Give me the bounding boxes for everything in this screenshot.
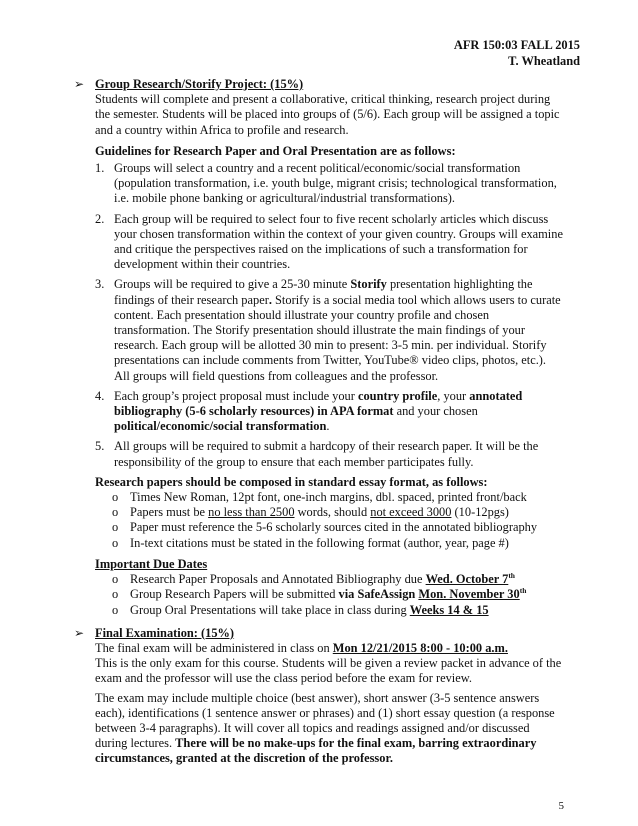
due-dates-list — [112, 572, 563, 618]
list-item: o Paper must reference the 5-6 scholarly sources cited in the annotated bibliography — [112, 520, 538, 535]
list-item: o Papers must be no less than 2500 words, should not exceed 3000 (10-12pgs) — [112, 505, 509, 520]
list-item: 3. Groups will be required to give a 25-30 minute Storify presentation highlighting the findings of their research paper. Storify is a social media tool which allows users to curate content. Each presentation should illustrate your country profile and chosen transformation. The Storify presentation should illustrate the main findings of your research. Each group will be allotted 30 min to present: 3-5 min. per individual. Storify presentations can include comments from Twitter, YouTube® video clips, photos, etc.). All groups will field questions from colleagues and the professor. — [95, 277, 561, 383]
course-code: AFR 150:03 FALL 2015 — [453, 38, 580, 52]
format-list — [112, 490, 563, 551]
page-number: 5 — [558, 800, 564, 812]
list-item: o Research Paper Proposals and Annotated Bibliography due Wed. October 7th — [112, 571, 515, 587]
final-exam-paragraph: This is the only exam for this course. Students will be given a review packet in advance of the exam and the professor will use the class period before the exam for review. — [95, 656, 562, 686]
arrow-bullet-icon: ➢ — [74, 77, 85, 91]
final-exam-section — [74, 625, 563, 767]
list-item: o In-text citations must be stated in the following format (author, year, page #) — [112, 535, 509, 550]
list-item: o Times New Roman, 12pt font, one-inch margins, dbl. spaced, printed front/back — [112, 490, 527, 505]
arrow-bullet-icon: ➢ — [74, 625, 85, 640]
guidelines-list — [95, 161, 563, 470]
list-item: 1. Groups will select a country and a recent political/economic/social transformation (population transformation, i.e. youth bulge, migrant crisis; technological transformation, i.e. mobile phone banking or agricultural/industrial transformations). — [95, 161, 557, 206]
final-exam-paragraph: The final exam will be administered in class on Mon 12/21/2015 8:00 - 10:00 a.m. — [95, 640, 508, 655]
final-exam-details: The exam may include multiple choice (best answer), short answer (3-5 sentence answers each), identifications (1 sentence answer or phrases) and (1) short essay question (a response between 3-4 paragraphs). It will cover all topics and readings assigned and/or discussed during lectures. There will be no make-ups for the final exam, barring extraordinary circumstances, granted at the discretion of the professor. — [95, 690, 555, 766]
format-heading: Research papers should be composed in standard essay format, as follows: — [95, 474, 488, 489]
list-item: o Group Research Papers will be submitted via SafeAssign Mon. November 30th — [112, 586, 527, 602]
instructor-name: T. Wheatland — [508, 53, 580, 68]
page-header — [454, 38, 580, 69]
main-content — [74, 77, 563, 767]
list-item: 4. Each group’s project proposal must include your country profile, your annotated bibliography (5-6 scholarly resources) in APA format and your chosen political/economic/social transformation. — [95, 388, 523, 434]
group-project-intro: Students will complete and present a collaborative, critical thinking, research project during the semester. Students will be placed into groups of (5/6). Each group will be assigned a topic and a country within Africa to profile and research. — [95, 92, 560, 137]
guidelines-heading: Guidelines for Research Paper and Oral Presentation are as follows: — [95, 143, 456, 158]
group-project-heading: Group Research/Storify Project: (15%) — [95, 77, 304, 91]
group-project-section — [74, 77, 563, 618]
list-item: o Group Oral Presentations will take place in class during Weeks 14 & 15 — [112, 602, 489, 617]
list-item: 5. All groups will be required to submit a hardcopy of their research paper. It will be the responsibility of the group to ensure that each member participates fully. — [95, 439, 539, 469]
final-exam-heading: Final Examination: (15%) — [95, 625, 235, 640]
list-item: 2. Each group will be required to select four to five recent scholarly articles which discuss your chosen transformation within the context of your given country. Groups will examine and critique the perspectives raised on the implications of such a transformation for development within their countries. — [95, 211, 563, 272]
due-dates-heading: Important Due Dates — [95, 556, 208, 571]
